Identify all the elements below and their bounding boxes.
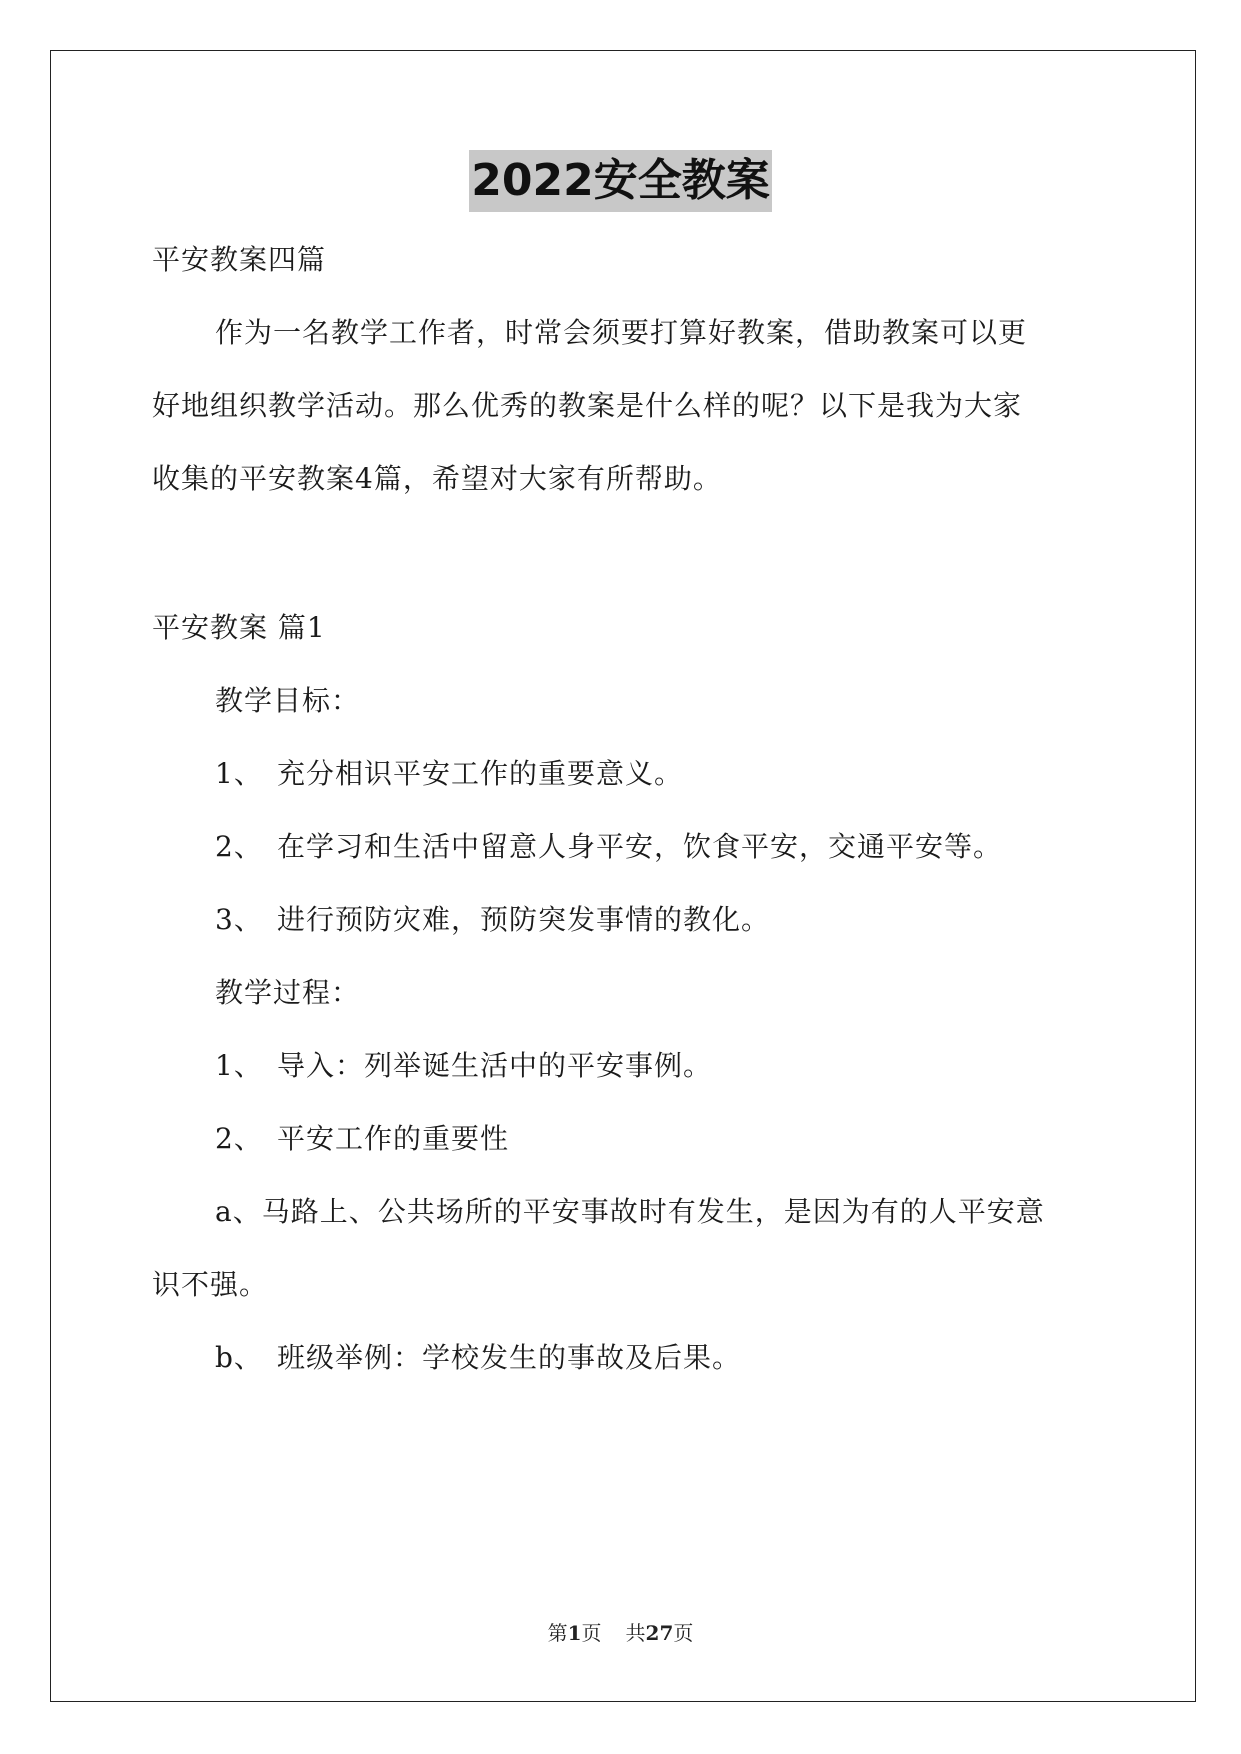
page-border (50, 50, 1196, 1702)
intro-line-3: 收集的平安教案4篇，希望对大家有所帮助。 (152, 462, 722, 495)
intro-line-2: 好地组织教学活动。那么优秀的教案是什么样的呢？以下是我为大家 (152, 389, 1023, 422)
page-current: 1 (567, 1621, 582, 1645)
process-item-1 (215, 1046, 712, 1086)
process-text: 平安工作的重要性 (277, 1122, 510, 1155)
goal-text: 在学习和生活中留意人身平安，饮食平安，交通平安等。 (277, 830, 1003, 863)
process-number: 1、 (215, 1049, 263, 1082)
process-heading: 教学过程： (215, 976, 361, 1009)
page-prefix: 第 (547, 1621, 568, 1645)
process-number: 2、 (215, 1122, 263, 1155)
point-b-label: b、 (215, 1341, 263, 1374)
intro-line-1: 作为一名教学工作者，时常会须要打算好教案，借助教案可以更 (215, 316, 1028, 349)
page-suffix: 页 (581, 1621, 602, 1645)
document-title: 2022安全教案 (469, 150, 771, 212)
goal-number: 2、 (215, 830, 263, 863)
point-a-line-2: 识不强。 (152, 1268, 269, 1301)
subtitle: 平安教案四篇 (152, 243, 327, 276)
point-b-text: 班级举例：学校发生的事故及后果。 (277, 1341, 742, 1374)
point-b (215, 1338, 741, 1378)
section-heading: 平安教案 篇1 (152, 611, 326, 644)
process-item-2 (215, 1119, 509, 1159)
goal-text: 充分相识平安工作的重要意义。 (277, 757, 684, 790)
process-text: 导入：列举诞生活中的平安事例。 (277, 1049, 713, 1082)
page-total: 27 (645, 1621, 674, 1645)
goal-item-1 (215, 754, 683, 794)
total-prefix: 共 (625, 1621, 646, 1645)
goal-number: 3、 (215, 903, 263, 936)
page-footer (0, 1620, 1241, 1646)
goal-item-2 (215, 827, 1002, 867)
goals-heading: 教学目标： (215, 684, 361, 717)
title-container (0, 150, 1241, 212)
total-suffix: 页 (673, 1621, 694, 1645)
goal-number: 1、 (215, 757, 263, 790)
goal-text: 进行预防灾难，预防突发事情的教化。 (277, 903, 771, 936)
goal-item-3 (215, 900, 770, 940)
point-a-line-1: a、马路上、公共场所的平安事故时有发生，是因为有的人平安意 (215, 1195, 1045, 1228)
